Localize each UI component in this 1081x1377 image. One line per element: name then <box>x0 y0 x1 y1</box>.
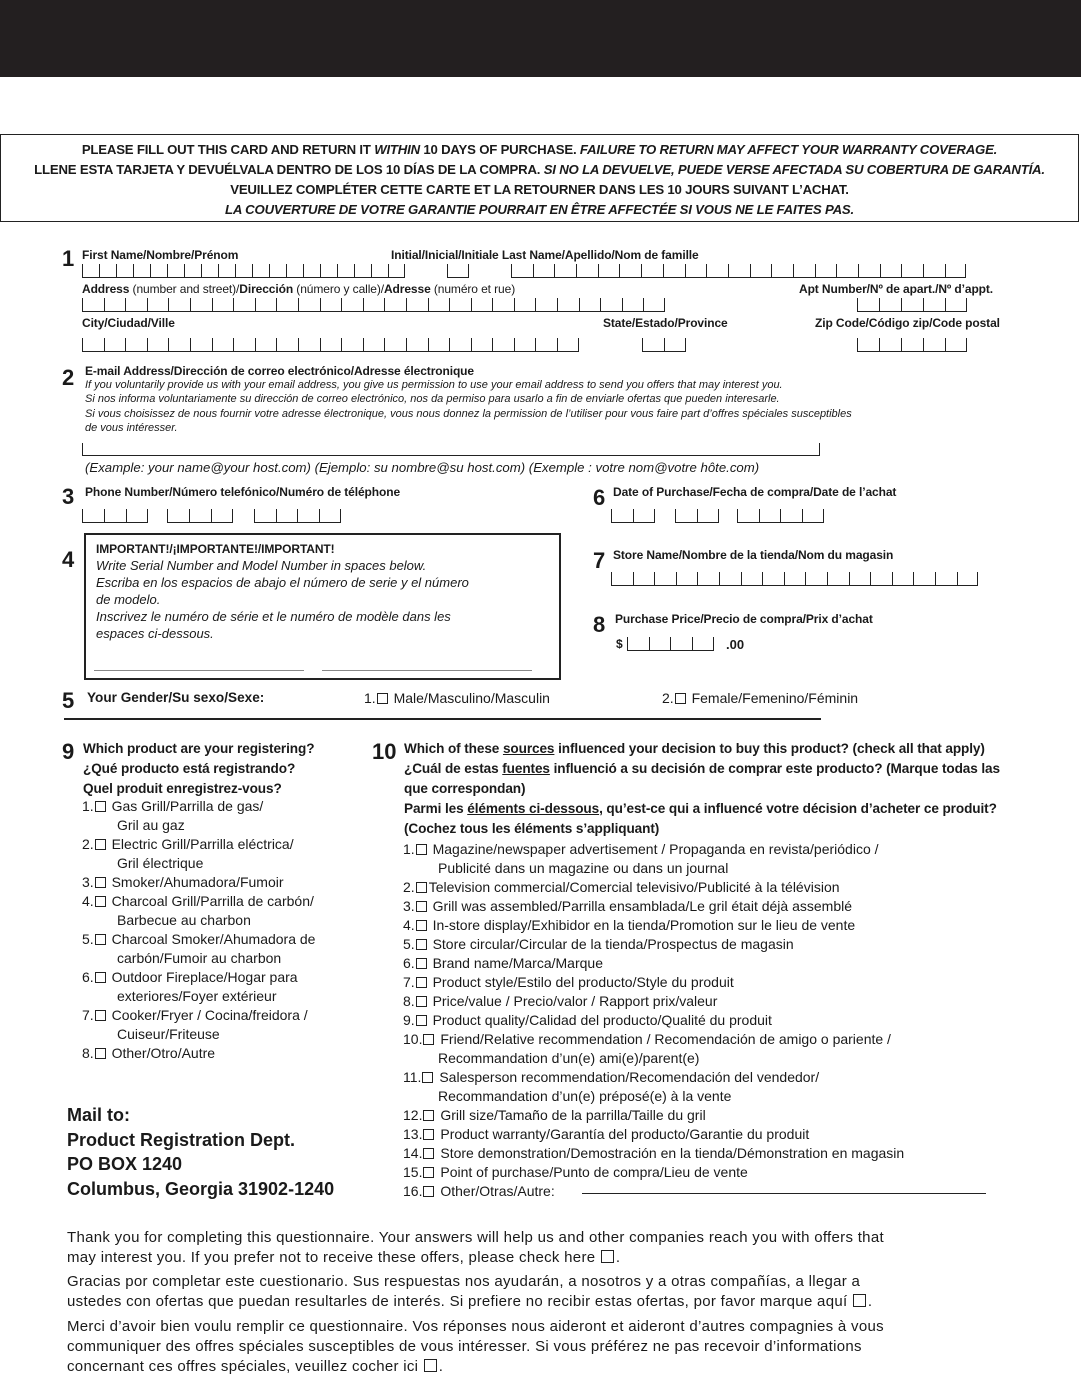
char-cell[interactable] <box>737 509 759 522</box>
char-cell[interactable] <box>643 298 665 311</box>
char-cell[interactable] <box>511 264 533 277</box>
char-cell[interactable] <box>167 264 184 277</box>
state-field[interactable] <box>642 338 686 352</box>
opt-out-checkbox-fr[interactable] <box>424 1359 437 1372</box>
store-name-label: Store Name/Nombre de la tienda/Nom du magasin <box>613 548 894 562</box>
purchase-year-field[interactable] <box>737 509 824 523</box>
char-cell[interactable] <box>535 298 557 311</box>
char-cell[interactable] <box>235 264 252 277</box>
first-name-label: First Name/Nombre/Prénom <box>82 248 239 262</box>
product-option[interactable]: 3. Smoker/Ahumadora/Fumoir <box>82 874 284 890</box>
char-cell[interactable] <box>692 637 714 650</box>
char-cell[interactable] <box>533 264 555 277</box>
checkbox[interactable] <box>95 934 106 945</box>
char-cell[interactable] <box>805 572 827 585</box>
other-source-input[interactable] <box>582 1193 986 1194</box>
char-cell[interactable] <box>337 264 354 277</box>
source-option[interactable]: 12. Grill size/Tamaño de la parrilla/Taille du gril <box>403 1107 706 1123</box>
char-cell[interactable] <box>514 298 536 311</box>
char-cell[interactable] <box>276 298 298 311</box>
zip-label: Zip Code/Código zip/Code postal <box>815 316 1000 330</box>
checkbox[interactable] <box>416 958 427 969</box>
checkbox[interactable] <box>95 972 106 983</box>
char-cell[interactable] <box>449 338 471 351</box>
char-cell[interactable] <box>514 338 536 351</box>
female-checkbox[interactable] <box>675 693 686 704</box>
char-cell[interactable] <box>923 338 945 351</box>
checkbox[interactable] <box>416 901 427 912</box>
char-cell[interactable] <box>276 509 298 522</box>
char-cell[interactable] <box>849 572 871 585</box>
purchase-date-label: Date of Purchase/Fecha de compra/Date de l’achat <box>613 485 897 499</box>
char-cell[interactable] <box>201 264 218 277</box>
char-cell[interactable] <box>857 338 879 351</box>
purchase-month-field[interactable] <box>611 509 655 523</box>
char-cell[interactable] <box>82 338 104 351</box>
char-cell[interactable] <box>759 509 781 522</box>
char-cell[interactable] <box>762 572 784 585</box>
char-cell[interactable] <box>676 572 698 585</box>
char-cell[interactable] <box>184 264 201 277</box>
email-note-fr-cont: de vous intéresser. <box>85 422 178 434</box>
char-cell[interactable] <box>664 338 686 351</box>
char-cell[interactable] <box>784 572 806 585</box>
checkbox[interactable] <box>416 977 427 988</box>
char-cell[interactable] <box>116 264 133 277</box>
char-cell[interactable] <box>190 338 212 351</box>
char-cell[interactable] <box>449 298 471 311</box>
product-question: Which product are your registering? ¿Qué producto está registrando? Quel produit enregistrez-vous? <box>83 741 315 796</box>
char-cell[interactable] <box>298 338 320 351</box>
email-note-fr: Si vous choisissez de nous fournir votre adresse électronique, vous nous donnez la permission de l’utiliser pour vous faire part d’offres spéciales susceptibles <box>85 408 852 420</box>
sources-question: Which of these sources influenced your decision to buy this product? (check all that apply) ¿Cuál de estas fuentes influenció a su decisión de comprar este producto? (Marque todas las que correspondan) Parmi les éléments ci-dessous, qu’est-ce qui a influencé votre décision d’acheter ce produit? (Cochez tous les éléments s’appliquant) <box>404 741 1000 836</box>
char-cell[interactable] <box>167 509 189 522</box>
purchase-price-field[interactable] <box>627 637 714 651</box>
char-cell[interactable] <box>611 509 633 522</box>
char-cell[interactable] <box>901 298 923 311</box>
char-cell[interactable] <box>320 264 337 277</box>
opt-out-french: Merci d’avoir bien voulu remplir ce questionnaire. Vos réponses nous aideront et aideront d’autres compagnies à vous communiquer des offres spéciales susceptibles de vous intéresser. Si vous préférez ne pas recevoir d’informations concernant ces offres spéciales, veuillez cocher ici . <box>67 1318 884 1375</box>
char-cell[interactable] <box>654 572 676 585</box>
last-name-field[interactable] <box>511 264 966 278</box>
male-checkbox[interactable] <box>377 693 388 704</box>
phone-line-field[interactable] <box>254 509 341 523</box>
char-cell[interactable] <box>741 572 763 585</box>
section-6-number: 6 <box>593 485 606 510</box>
product-options-list <box>82 797 315 1063</box>
product-option[interactable]: 1. Gas Grill/Parrilla de gas/ Gril au gaz <box>82 798 264 833</box>
char-cell[interactable] <box>697 572 719 585</box>
checkbox[interactable] <box>416 1015 427 1026</box>
opt-out-checkbox-en[interactable] <box>601 1250 614 1263</box>
char-cell[interactable] <box>276 338 298 351</box>
char-cell[interactable] <box>298 298 320 311</box>
char-cell[interactable] <box>697 509 719 522</box>
source-option[interactable]: 13. Product warranty/Garantía del producto/Garantie du produit <box>403 1126 810 1142</box>
mailing-address: Mail to: Product Registration Dept. PO BOX 1240 Columbus, Georgia 31902-1240 <box>67 1105 335 1199</box>
char-cell[interactable] <box>793 264 815 277</box>
char-cell[interactable] <box>706 264 728 277</box>
initial-field[interactable] <box>447 264 469 278</box>
char-cell[interactable] <box>719 572 741 585</box>
section-4-number: 4 <box>62 547 75 572</box>
price-cents: .00 <box>726 637 745 652</box>
char-cell[interactable] <box>104 338 126 351</box>
char-cell[interactable] <box>147 338 169 351</box>
char-cell[interactable] <box>600 298 622 311</box>
char-cell[interactable] <box>879 298 901 311</box>
checkbox[interactable] <box>95 877 106 888</box>
address-label: Address (number and street)/Dirección (número y calle)/Adresse (numéro et rue) <box>82 282 516 296</box>
char-cell[interactable] <box>663 264 685 277</box>
product-option[interactable]: 6. Outdoor Fireplace/Hogar para exteriores/Foyer extérieur <box>82 969 298 1004</box>
top-header-bar <box>0 0 1081 77</box>
gender-male-option[interactable]: 1. Male/Masculino/Masculin <box>364 690 550 706</box>
first-name-field[interactable] <box>82 264 405 278</box>
warranty-notice: PLEASE FILL OUT THIS CARD AND RETURN IT WITHIN 10 DAYS OF PURCHASE. FAILURE TO RETURN MAY AFFECT YOUR WARRANTY COVERAGE. LLENE ESTA TARJETA Y DEVUÉLVALA DENTRO DE LOS 10 DÍAS DE LA COMPRA. SI NO LA DEVUELVE, PUEDE VERSE AFECTADA SU COBERTURA DE GARANTÍA. VEUILLEZ COMPLÉTER CETTE CARTE ET LA RETOURNER DANS LES 10 JOURS SUIVANT L’ACHAT. LA COUVERTURE DE VOTRE GARANTIE POURRAIT EN ÊTRE AFFECTÉE SI VOUS NE LE FAITES PAS. <box>0 134 1079 222</box>
checkbox[interactable] <box>422 1072 433 1083</box>
char-cell[interactable] <box>371 264 388 277</box>
checkbox[interactable] <box>416 996 427 1007</box>
char-cell[interactable] <box>363 338 385 351</box>
purchase-day-field[interactable] <box>675 509 719 523</box>
email-field[interactable] <box>82 443 820 456</box>
char-cell[interactable] <box>189 509 211 522</box>
char-cell[interactable] <box>557 338 579 351</box>
char-cell[interactable] <box>622 298 644 311</box>
char-cell[interactable] <box>341 338 363 351</box>
char-cell[interactable] <box>802 509 824 522</box>
checkbox[interactable] <box>95 1010 106 1021</box>
city-field[interactable] <box>82 338 579 352</box>
checkbox[interactable] <box>95 839 106 850</box>
char-cell[interactable] <box>611 572 633 585</box>
char-cell[interactable] <box>126 509 148 522</box>
char-cell[interactable] <box>269 264 286 277</box>
char-cell[interactable] <box>923 264 945 277</box>
char-cell[interactable] <box>870 572 892 585</box>
opt-out-spanish: Gracias por completar este cuestionario. Sus respuestas nos ayudarán, a nosotros y a otras compañías, a llegar a ustedes con ofertas que puedan resultarles de interés. Si prefiere no recibir estas ofertas, por favor marque aquí . <box>67 1273 873 1310</box>
char-cell[interactable] <box>750 264 772 277</box>
char-cell[interactable] <box>879 338 901 351</box>
source-option[interactable]: 4. In-store display/Exhibidor en la tienda/Promotion sur le lieu de vente <box>403 917 856 933</box>
section-10-number: 10 <box>372 739 397 764</box>
product-option[interactable]: 8. Other/Otro/Autre <box>82 1045 216 1061</box>
apt-number-label: Apt Number/Nº de apart./Nº d’appt. <box>799 282 994 296</box>
char-cell[interactable] <box>212 298 234 311</box>
checkbox[interactable] <box>416 939 427 950</box>
char-cell[interactable] <box>388 264 405 277</box>
section-divider <box>64 718 821 720</box>
char-cell[interactable] <box>190 298 212 311</box>
important-instructions: Write Serial Number and Model Number in spaces below. Escriba en los espacios de abajo el número de serie y el número de modelo. Inscrivez le numéro de série et le numéro de modèle dans les espaces ci-dessous. <box>96 558 469 641</box>
source-option[interactable]: 14. Store demonstration/Demostración en la tienda/Démonstration en magasin <box>403 1145 905 1161</box>
checkbox[interactable] <box>95 801 106 812</box>
checkbox[interactable] <box>423 1148 434 1159</box>
char-cell[interactable] <box>858 264 880 277</box>
checkbox[interactable] <box>423 1167 434 1178</box>
char-cell[interactable] <box>104 298 126 311</box>
important-title: IMPORTANT!/¡IMPORTANTE!/IMPORTANT! <box>96 542 335 556</box>
char-cell[interactable] <box>406 338 428 351</box>
checkbox[interactable] <box>423 1034 434 1045</box>
opt-out-english: Thank you for completing this questionnaire. Your answers will help us and other companies reach you with offers that may interest you. If you prefer not to receive these offers, please check here . <box>67 1229 884 1266</box>
char-cell[interactable] <box>320 298 342 311</box>
char-cell[interactable] <box>945 338 967 351</box>
char-cell[interactable] <box>125 298 147 311</box>
char-cell[interactable] <box>945 264 967 277</box>
store-name-field[interactable] <box>611 572 978 586</box>
source-option[interactable]: 1. Magazine/newspaper advertisement / Propaganda en revista/periódico / Publicité dans un magazine ou dans un journal <box>403 841 879 876</box>
char-cell[interactable] <box>957 572 979 585</box>
char-cell[interactable] <box>935 572 957 585</box>
char-cell[interactable] <box>320 338 342 351</box>
source-option[interactable]: 15. Point of purchase/Punto de compra/Lieu de vente <box>403 1164 748 1180</box>
char-cell[interactable] <box>447 264 469 277</box>
char-cell[interactable] <box>147 298 169 311</box>
phone-area-code-field[interactable] <box>82 509 148 523</box>
product-option[interactable]: 5. Charcoal Smoker/Ahumadora de carbón/Fumoir au charbon <box>82 931 316 966</box>
email-note-es: Si nos informa voluntariamente su dirección de correo electrónico, nos da permiso para usarlo a fin de enviarle ofertas que pueden interesarle. <box>85 393 780 405</box>
char-cell[interactable] <box>945 298 967 311</box>
initial-last-name-label: Initial/Inicial/Initiale Last Name/Apellido/Nom de famille <box>391 248 699 262</box>
char-cell[interactable] <box>303 264 320 277</box>
section-3-number: 3 <box>62 484 75 509</box>
char-cell[interactable] <box>901 338 923 351</box>
product-option[interactable]: 2. Electric Grill/Parrilla eléctrica/ Gril électrique <box>82 836 294 871</box>
source-option[interactable]: 16. Other/Otras/Autre: <box>403 1183 555 1199</box>
char-cell[interactable] <box>535 338 557 351</box>
char-cell[interactable] <box>428 298 450 311</box>
char-cell[interactable] <box>218 264 235 277</box>
source-option[interactable]: 11. Salesperson recommendation/Recomendación del vendedor/ Recommandation d’un(e) préposé(e) à la vente <box>403 1069 820 1104</box>
char-cell[interactable] <box>685 264 707 277</box>
char-cell[interactable] <box>619 264 641 277</box>
purchase-price-label: Purchase Price/Precio de compra/Prix d’achat <box>615 612 873 626</box>
serial-number-field[interactable] <box>94 670 304 671</box>
char-cell[interactable] <box>633 509 655 522</box>
gender-female-option[interactable]: 2. Female/Femenino/Féminin <box>662 690 859 706</box>
source-option[interactable]: 5. Store circular/Circular de la tienda/Prospectus de magasin <box>403 936 794 952</box>
char-cell[interactable] <box>406 298 428 311</box>
state-label: State/Estado/Province <box>603 316 728 330</box>
char-cell[interactable] <box>99 264 116 277</box>
char-cell[interactable] <box>598 264 620 277</box>
char-cell[interactable] <box>771 264 793 277</box>
dollar-sign: $ <box>616 637 623 651</box>
checkbox[interactable] <box>416 920 427 931</box>
char-cell[interactable] <box>212 338 234 351</box>
char-cell[interactable] <box>363 298 385 311</box>
char-cell[interactable] <box>354 264 371 277</box>
char-cell[interactable] <box>104 509 126 522</box>
source-option[interactable]: 2. Television commercial/Comercial televisivo/Publicité à la télévision <box>403 879 840 895</box>
char-cell[interactable] <box>892 572 914 585</box>
char-cell[interactable] <box>255 298 277 311</box>
char-cell[interactable] <box>150 264 167 277</box>
char-cell[interactable] <box>82 509 104 522</box>
char-cell[interactable] <box>576 264 598 277</box>
char-cell[interactable] <box>492 298 514 311</box>
char-cell[interactable] <box>233 298 255 311</box>
source-option[interactable]: 9. Product quality/Calidad del producto/Qualité du produit <box>403 1012 772 1028</box>
apt-number-field[interactable] <box>857 298 967 312</box>
gender-label: Your Gender/Su sexo/Sexe: <box>87 690 265 705</box>
char-cell[interactable] <box>492 338 514 351</box>
zip-field[interactable] <box>857 338 967 352</box>
char-cell[interactable] <box>633 572 655 585</box>
char-cell[interactable] <box>471 298 493 311</box>
section-8-number: 8 <box>593 612 606 637</box>
char-cell[interactable] <box>627 637 649 650</box>
char-cell[interactable] <box>297 509 319 522</box>
char-cell[interactable] <box>286 264 303 277</box>
section-9-number: 9 <box>62 739 75 764</box>
char-cell[interactable] <box>913 572 935 585</box>
section-7-number: 7 <box>593 548 606 573</box>
char-cell[interactable] <box>384 298 406 311</box>
checkbox[interactable] <box>416 882 427 893</box>
checkbox[interactable] <box>416 844 427 855</box>
checkbox[interactable] <box>423 1186 434 1197</box>
char-cell[interactable] <box>125 338 147 351</box>
source-option[interactable]: 8. Price/value / Precio/valor / Rapport prix/valeur <box>403 993 718 1009</box>
email-note-en: If you voluntarily provide us with your email address, you give us permission to use your email address to send you offers that may interest you. <box>85 379 783 391</box>
sources-options-list <box>403 840 904 1201</box>
product-option[interactable]: 7. Cooker/Fryer / Cocina/freidora / Cuiseur/Friteuse <box>82 1007 308 1042</box>
char-cell[interactable] <box>211 509 233 522</box>
section-5-number: 5 <box>62 688 75 713</box>
char-cell[interactable] <box>554 264 576 277</box>
char-cell[interactable] <box>923 298 945 311</box>
phone-prefix-field[interactable] <box>167 509 233 523</box>
checkbox[interactable] <box>423 1110 434 1121</box>
char-cell[interactable] <box>901 264 923 277</box>
char-cell[interactable] <box>255 338 277 351</box>
source-option[interactable]: 6. Brand name/Marca/Marque <box>403 955 603 971</box>
char-cell[interactable] <box>133 264 150 277</box>
char-cell[interactable] <box>675 509 697 522</box>
char-cell[interactable] <box>471 338 493 351</box>
char-cell[interactable] <box>168 298 190 311</box>
source-option[interactable]: 10. Friend/Relative recommendation / Recomendación de amigo o pariente / Recommandation d’un(e) ami(e)/parent(e) <box>403 1031 891 1066</box>
char-cell[interactable] <box>233 338 255 351</box>
char-cell[interactable] <box>880 264 902 277</box>
source-option[interactable]: 7. Product style/Estilo del producto/Style du produit <box>403 974 734 990</box>
char-cell[interactable] <box>384 338 406 351</box>
section-2-number: 2 <box>62 365 75 390</box>
phone-label: Phone Number/Número telefónico/Numéro de téléphone <box>85 485 401 499</box>
section-1-number: 1 <box>62 246 75 271</box>
char-cell[interactable] <box>836 264 858 277</box>
char-cell[interactable] <box>319 509 341 522</box>
char-cell[interactable] <box>579 298 601 311</box>
char-cell[interactable] <box>670 637 692 650</box>
char-cell[interactable] <box>252 264 269 277</box>
char-cell[interactable] <box>827 572 849 585</box>
char-cell[interactable] <box>254 509 276 522</box>
char-cell[interactable] <box>780 509 802 522</box>
char-cell[interactable] <box>82 264 99 277</box>
model-number-field[interactable] <box>322 670 532 671</box>
product-option[interactable]: 4. Charcoal Grill/Parrilla de carbón/ Barbecue au charbon <box>82 893 314 928</box>
address-field[interactable] <box>82 298 665 312</box>
checkbox[interactable] <box>95 896 106 907</box>
char-cell[interactable] <box>642 338 664 351</box>
char-cell[interactable] <box>557 298 579 311</box>
char-cell[interactable] <box>857 298 879 311</box>
opt-out-checkbox-es[interactable] <box>853 1294 866 1307</box>
char-cell[interactable] <box>168 338 190 351</box>
source-option[interactable]: 3. Grill was assembled/Parrilla ensamblada/Le gril était déjà assemblé <box>403 898 852 914</box>
email-label: E-mail Address/Dirección de correo electrónico/Adresse électronique <box>85 364 474 378</box>
checkbox[interactable] <box>423 1129 434 1140</box>
char-cell[interactable] <box>649 637 671 650</box>
checkbox[interactable] <box>95 1048 106 1059</box>
char-cell[interactable] <box>82 298 104 311</box>
char-cell[interactable] <box>641 264 663 277</box>
email-example: (Example: your name@your host.com) (Ejemplo: su nombre@su host.com) (Exemple : votre nom@votre hôte.com) <box>85 460 760 475</box>
char-cell[interactable] <box>341 298 363 311</box>
char-cell[interactable] <box>428 338 450 351</box>
char-cell[interactable] <box>815 264 837 277</box>
char-cell[interactable] <box>728 264 750 277</box>
city-label: City/Ciudad/Ville <box>82 316 175 330</box>
